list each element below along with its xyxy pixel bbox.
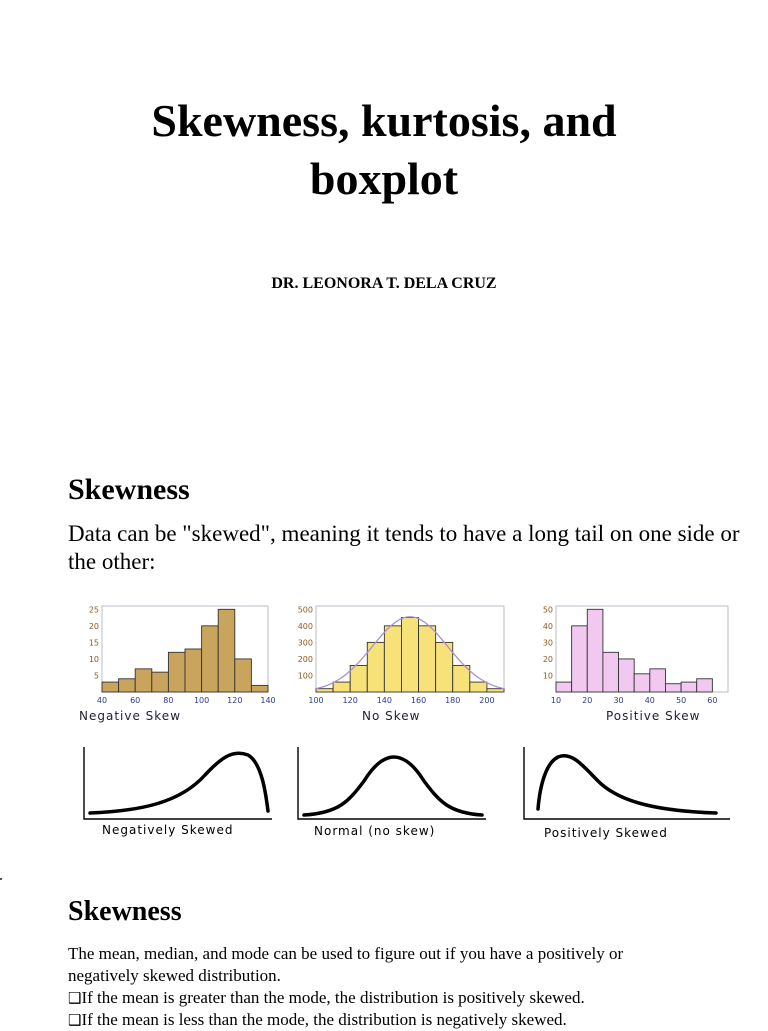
x-tick-label: 50 bbox=[675, 696, 687, 705]
x-tick-label: 160 bbox=[410, 696, 427, 705]
x-tick-label: 40 bbox=[96, 696, 108, 705]
section-heading-skewness-2: Skewness bbox=[68, 896, 182, 927]
bullet-text: If the mean is less than the mode, the distribution is negatively skewed. bbox=[81, 1010, 567, 1029]
page-title-line-2: boxplot bbox=[309, 153, 459, 204]
histogram-bar bbox=[619, 659, 635, 692]
x-tick-label: 180 bbox=[445, 696, 461, 705]
page-title-line-1: Skewness, kurtosis, and bbox=[151, 95, 617, 146]
curve-negatively-skewed bbox=[80, 745, 276, 837]
x-tick-label: 200 bbox=[479, 696, 495, 705]
x-tick-label: 120 bbox=[227, 696, 243, 705]
curve-positively-skewed bbox=[520, 745, 734, 840]
histogram-caption: Negative Skew bbox=[79, 709, 182, 723]
histogram-bar bbox=[251, 685, 268, 692]
curve-caption: Negatively Skewed bbox=[102, 823, 234, 837]
histogram-bar bbox=[453, 666, 470, 692]
x-tick-label: 10 bbox=[550, 696, 562, 705]
x-tick-label: 100 bbox=[308, 696, 324, 705]
histogram-bar bbox=[102, 682, 119, 692]
histogram-bar bbox=[350, 666, 367, 692]
page-title bbox=[0, 92, 768, 208]
bullet-text: If the mean is greater than the mode, the distribution is positively skewed. bbox=[81, 988, 585, 1007]
histogram-bar bbox=[401, 618, 418, 692]
histogram-bar bbox=[202, 626, 219, 692]
x-tick-label: 140 bbox=[376, 696, 393, 705]
histogram-bar bbox=[235, 659, 252, 692]
histogram-bar bbox=[665, 684, 681, 692]
histogram-negative-skew-svg bbox=[76, 600, 274, 708]
x-tick-label: 20 bbox=[582, 696, 593, 705]
histogram-bar bbox=[556, 682, 572, 692]
explanation-line-2: negatively skewed distribution. bbox=[68, 966, 281, 985]
x-tick-label: 100 bbox=[193, 696, 210, 705]
histogram-bar bbox=[681, 682, 697, 692]
histogram-bar bbox=[135, 669, 152, 692]
intro-paragraph: Data can be "skewed", meaning it tends to have a long tail on one side or the other: bbox=[68, 521, 740, 574]
histogram-bar bbox=[152, 672, 169, 692]
histogram-caption: Positive Skew bbox=[606, 709, 701, 723]
bullet-item bbox=[68, 1009, 758, 1031]
histogram-negative-skew bbox=[76, 600, 276, 723]
curve-negatively-skewed-svg bbox=[80, 745, 276, 825]
y-tick-label: 10 bbox=[542, 671, 553, 681]
y-tick-label: 5 bbox=[93, 671, 99, 681]
curve-caption: Normal (no skew) bbox=[314, 824, 436, 838]
histogram-no-skew bbox=[290, 600, 510, 723]
histogram-bar bbox=[470, 682, 487, 692]
y-tick-label: 25 bbox=[88, 605, 99, 615]
histogram-bar bbox=[487, 689, 504, 692]
histogram-bar bbox=[650, 669, 666, 692]
curve-positively-skewed-svg bbox=[520, 745, 734, 825]
y-tick-label: 200 bbox=[297, 654, 313, 664]
histogram-bar bbox=[119, 679, 136, 692]
histogram-bar bbox=[168, 652, 185, 692]
histogram-bar bbox=[316, 689, 333, 692]
histogram-no-skew-svg bbox=[290, 600, 510, 708]
bullet-item bbox=[68, 987, 758, 1009]
x-tick-label: 30 bbox=[613, 696, 624, 705]
y-tick-label: 300 bbox=[297, 638, 313, 648]
y-tick-label: 50 bbox=[542, 605, 553, 615]
histogram-bar bbox=[384, 626, 401, 692]
histogram-positive-skew-svg bbox=[530, 600, 734, 708]
margin-mark bbox=[0, 878, 2, 880]
curve-normal bbox=[294, 745, 490, 838]
x-tick-label: 60 bbox=[130, 696, 141, 705]
histogram-bar bbox=[603, 652, 619, 692]
x-tick-label: 60 bbox=[707, 696, 718, 705]
histogram-bar bbox=[587, 609, 603, 692]
histogram-bar bbox=[218, 609, 235, 692]
histogram-caption: No Skew bbox=[362, 709, 421, 723]
y-tick-label: 20 bbox=[542, 654, 553, 664]
y-tick-label: 40 bbox=[542, 621, 553, 631]
histogram-bar bbox=[419, 626, 436, 692]
y-tick-label: 15 bbox=[88, 638, 99, 648]
y-tick-label: 10 bbox=[88, 654, 99, 664]
curve-normal-svg bbox=[294, 745, 490, 825]
histogram-bar bbox=[697, 679, 713, 692]
x-tick-label: 40 bbox=[644, 696, 655, 705]
x-tick-label: 140 bbox=[260, 696, 276, 705]
checkbox-bullet-icon: ❑ bbox=[68, 1011, 82, 1029]
x-tick-label: 80 bbox=[163, 696, 174, 705]
histogram-bar bbox=[634, 674, 650, 692]
skewness-explanation bbox=[68, 943, 758, 1031]
y-tick-label: 400 bbox=[297, 621, 313, 631]
y-tick-label: 100 bbox=[297, 671, 313, 681]
histogram-positive-skew bbox=[530, 600, 734, 723]
explanation-line-1: The mean, median, and mode can be used to figure out if you have a positively or bbox=[68, 944, 624, 963]
checkbox-bullet-icon: ❑ bbox=[68, 989, 82, 1007]
y-tick-label: 500 bbox=[297, 605, 313, 615]
histogram-bar bbox=[572, 626, 588, 692]
y-tick-label: 30 bbox=[542, 638, 553, 648]
y-tick-label: 20 bbox=[88, 621, 99, 631]
curve-caption: Positively Skewed bbox=[544, 826, 668, 840]
histogram-bar bbox=[333, 682, 350, 692]
author-name: DR. LEONORA T. DELA CRUZ bbox=[271, 275, 497, 292]
x-tick-label: 120 bbox=[342, 696, 358, 705]
histogram-bar bbox=[185, 649, 202, 692]
section-heading-skewness: Skewness bbox=[68, 473, 190, 506]
